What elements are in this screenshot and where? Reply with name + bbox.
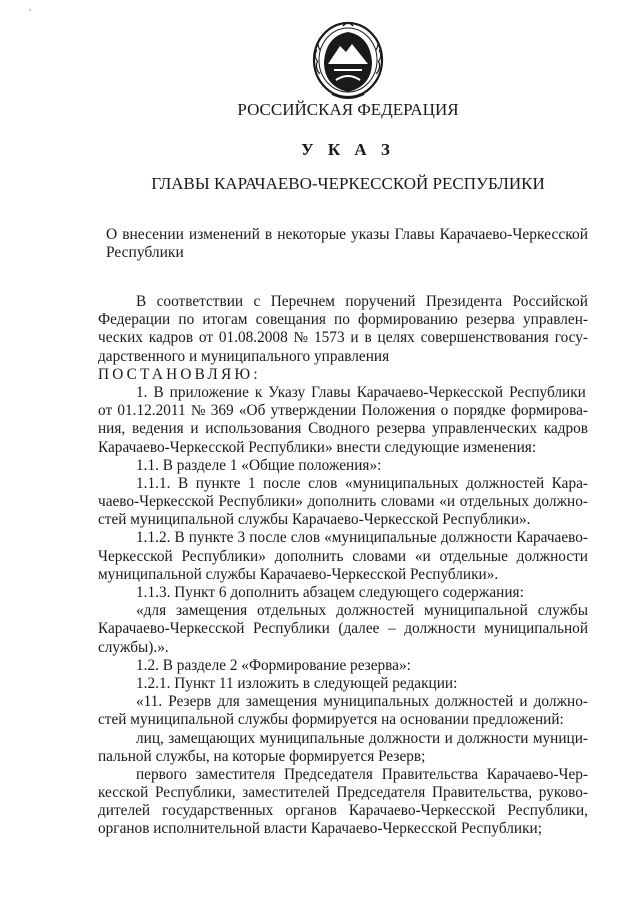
body-line: от 01.12.2011 № 369 «Об утверждении Положения о порядке формирова-	[98, 402, 588, 420]
body-line: ческих кадров от 01.08.2008 № 1573 и в целях совершенствования госу-	[98, 329, 588, 347]
header-issuer: ГЛАВЫ КАРАЧАЕВО-ЧЕРКЕССКОЙ РЕСПУБЛИКИ	[151, 174, 545, 193]
body-line: дарственного и муниципального управления	[98, 347, 390, 365]
body-line: кесской Республики, заместителей Председателя Правительства, руково-	[98, 784, 588, 802]
body-line: 1.1. В разделе 1 «Общие положения»:	[136, 456, 382, 474]
body-line: В соответствии с Перечнем поручений Президента Российской	[136, 293, 588, 310]
body-line: ния, ведения и использования Сводного резерва управленческих кадров	[98, 420, 588, 438]
body-line: 1. В приложение к Указу Главы Карачаево-Черкесской Республики	[136, 383, 586, 401]
body-line: «для замещения отдельных должностей муниципальной службы	[136, 602, 588, 620]
body-line: стей муниципальной службы формируется на основании предложений:	[98, 711, 564, 729]
body-line: Карачаево-Черкесской Республики (далее – должности муниципальной	[98, 620, 588, 638]
body-line: органов исполнительной власти Карачаево-Черкесской Республики;	[98, 820, 542, 838]
body-line: 1.1.2. В пункте 3 после слов «муниципальные должности Карачаево-	[136, 529, 588, 547]
body-line: 1.2. В разделе 2 «Формирование резерва»:	[136, 656, 411, 674]
body-line: службы).».	[98, 638, 169, 656]
body-line: Карачаево-Черкесской Республики» внести следующие изменения:	[98, 438, 537, 456]
document-subject: О внесении изменений в некоторые указы Главы Карачаево-Черкесской Республики	[106, 226, 588, 261]
body-line: первого заместителя Председателя Правительства Карачаево-Чер-	[136, 765, 588, 783]
decree-word: ПОСТАНОВЛЯЮ:	[98, 365, 261, 383]
body-line: «11. Резерв для замещения муниципальных должностей и должно-	[136, 693, 588, 711]
body-line: Черкесской Республики» дополнить словами «и отдельные должности	[98, 547, 588, 565]
body-line: 1.2.1. Пункт 11 изложить в следующей редакции:	[136, 674, 458, 692]
header-country: РОССИЙСКАЯ ФЕДЕРАЦИЯ	[237, 100, 459, 119]
body-line: лиц, замещающих муниципальные должности и должности муници-	[136, 729, 588, 747]
body-line: пальной службы, на которые формируется Резерв;	[98, 747, 426, 765]
body-line: стей муниципальной службы Карачаево-Черкесской Республики».	[98, 511, 531, 529]
coat-of-arms-emblem	[310, 20, 386, 100]
body-line: 1.1.3. Пункт 6 дополнить абзацем следующего содержания:	[136, 584, 524, 601]
body-line: Федерации по итогам совещания по формированию резерва управлен-	[98, 311, 588, 329]
body-line: дителей государственных органов Карачаево-Черкесской Республики,	[98, 802, 588, 820]
body-line: чаево-Черкесской Республики» дополнить словами «и отдельных должно-	[98, 493, 588, 511]
document-body	[98, 293, 588, 839]
header-doc-type: У К А З	[301, 140, 395, 159]
body-line: муниципальной службы Карачаево-Черкесской Республики».	[98, 565, 499, 583]
body-line: 1.1.1. В пункте 1 после слов «муниципальных должностей Кара-	[136, 474, 588, 492]
